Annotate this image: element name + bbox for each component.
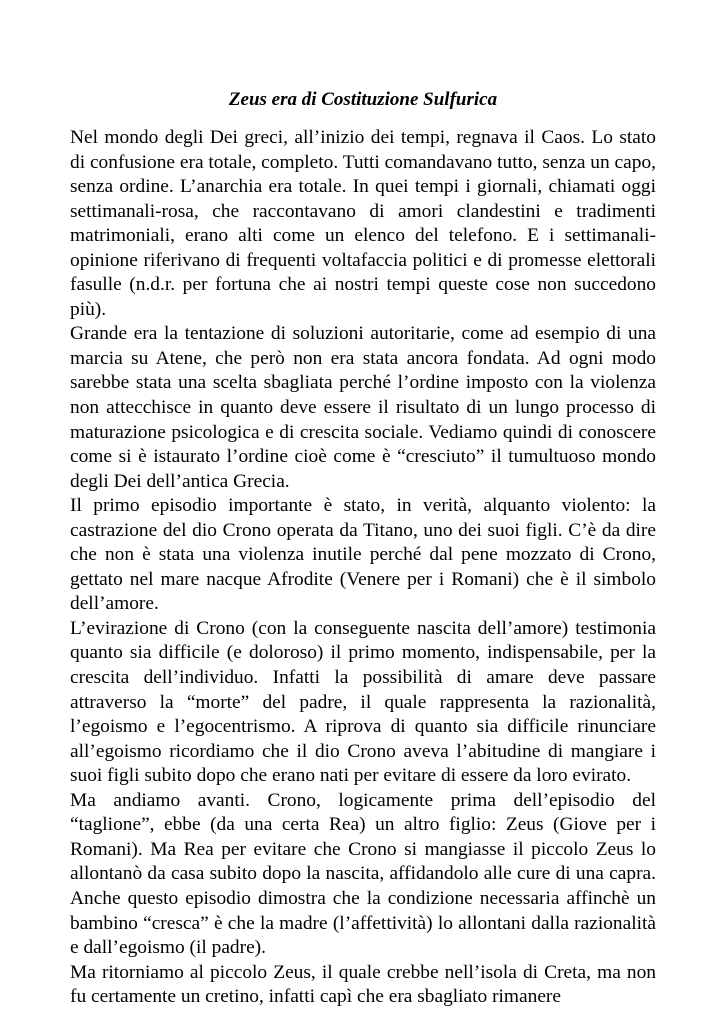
document-page: [70, 86, 656, 1010]
paragraph: Il primo episodio importante è stato, in verità, alquanto violento: la castrazione del dio Crono operata da Titano, uno dei suoi figli. C’è da dire che non è stata una violenza inutile perché dal pene mozzato di Crono, gettato nel mare nacque Afrodite (Venere per i Romani) che è il simbolo dell’amore.: [70, 495, 656, 615]
paragraph: L’evirazione di Crono (con la conseguente nascita dell’amore) testimonia quanto sia difficile (e doloroso) il primo momento, indispensabile, per la crescita dell’individuo. Infatti la possibilità di amare deve passare attraverso la “morte” del padre, il quale rappresenta la razionalità, l’egoismo e l’egocentrismo. A riprova di quanto sia difficile rinunciare all’egoismo ricordiamo che il dio Crono aveva l’abitudine di mangiare i suoi figli subito dopo che erano nati per evitare di essere da loro evirato.: [70, 617, 656, 787]
paragraph: Nel mondo degli Dei greci, all’inizio dei tempi, regnava il Caos. Lo stato di confusione era totale, completo. Tutti comandavano tutto, senza un capo, senza ordine. L’anarchia era totale. In quei tempi i giornali, chiamati oggi settimanali-rosa, che raccontavano di amori clandestini e tradimenti matrimoniali, erano alti come un elenco del telefono. E i settimanali-opinione riferivano di frequenti voltafaccia politici e di promesse elettorali fasulle (n.d.r. per fortuna che ai nostri tempi queste cose non succedono più).: [70, 127, 656, 320]
paragraph: Grande era la tentazione di soluzioni autoritarie, come ad esempio di una marcia su Atene, che però non era stata ancora fondata. Ad ogni modo sarebbe stata una scelta sbagliata perché l’ordine imposto con la violenza non attecchisce in quanto deve essere il risultato di un lungo processo di maturazione psicologica e di crescita sociale. Vediamo quindi di conoscere come si è istaurato l’ordine cioè come è “cresciuto” il tumultuoso mondo degli Dei dell’antica Grecia.: [70, 323, 656, 492]
paragraph: Ma andiamo avanti. Crono, logicamente prima dell’episodio del “taglione”, ebbe (da una certa Rea) un altro figlio: Zeus (Giove per i Romani). Ma Rea per evitare che Crono si mangiasse il piccolo Zeus lo allontanò da casa subito dopo la nascita, affidandolo alle cure di una capra. Anche questo episodio dimostra che la condizione necessaria affinchè un bambino “cresca” è che la madre (l’affettività) lo allontani dalla razionalità e dall’egoismo (il padre).: [70, 789, 656, 959]
document-title: Zeus era di Costituzione Sulfurica: [228, 89, 498, 110]
paragraph: Ma ritorniamo al piccolo Zeus, il quale crebbe nell’isola di Creta, ma non fu certamente un cretino, infatti capì che era sbagliato rimanere: [70, 961, 656, 1008]
